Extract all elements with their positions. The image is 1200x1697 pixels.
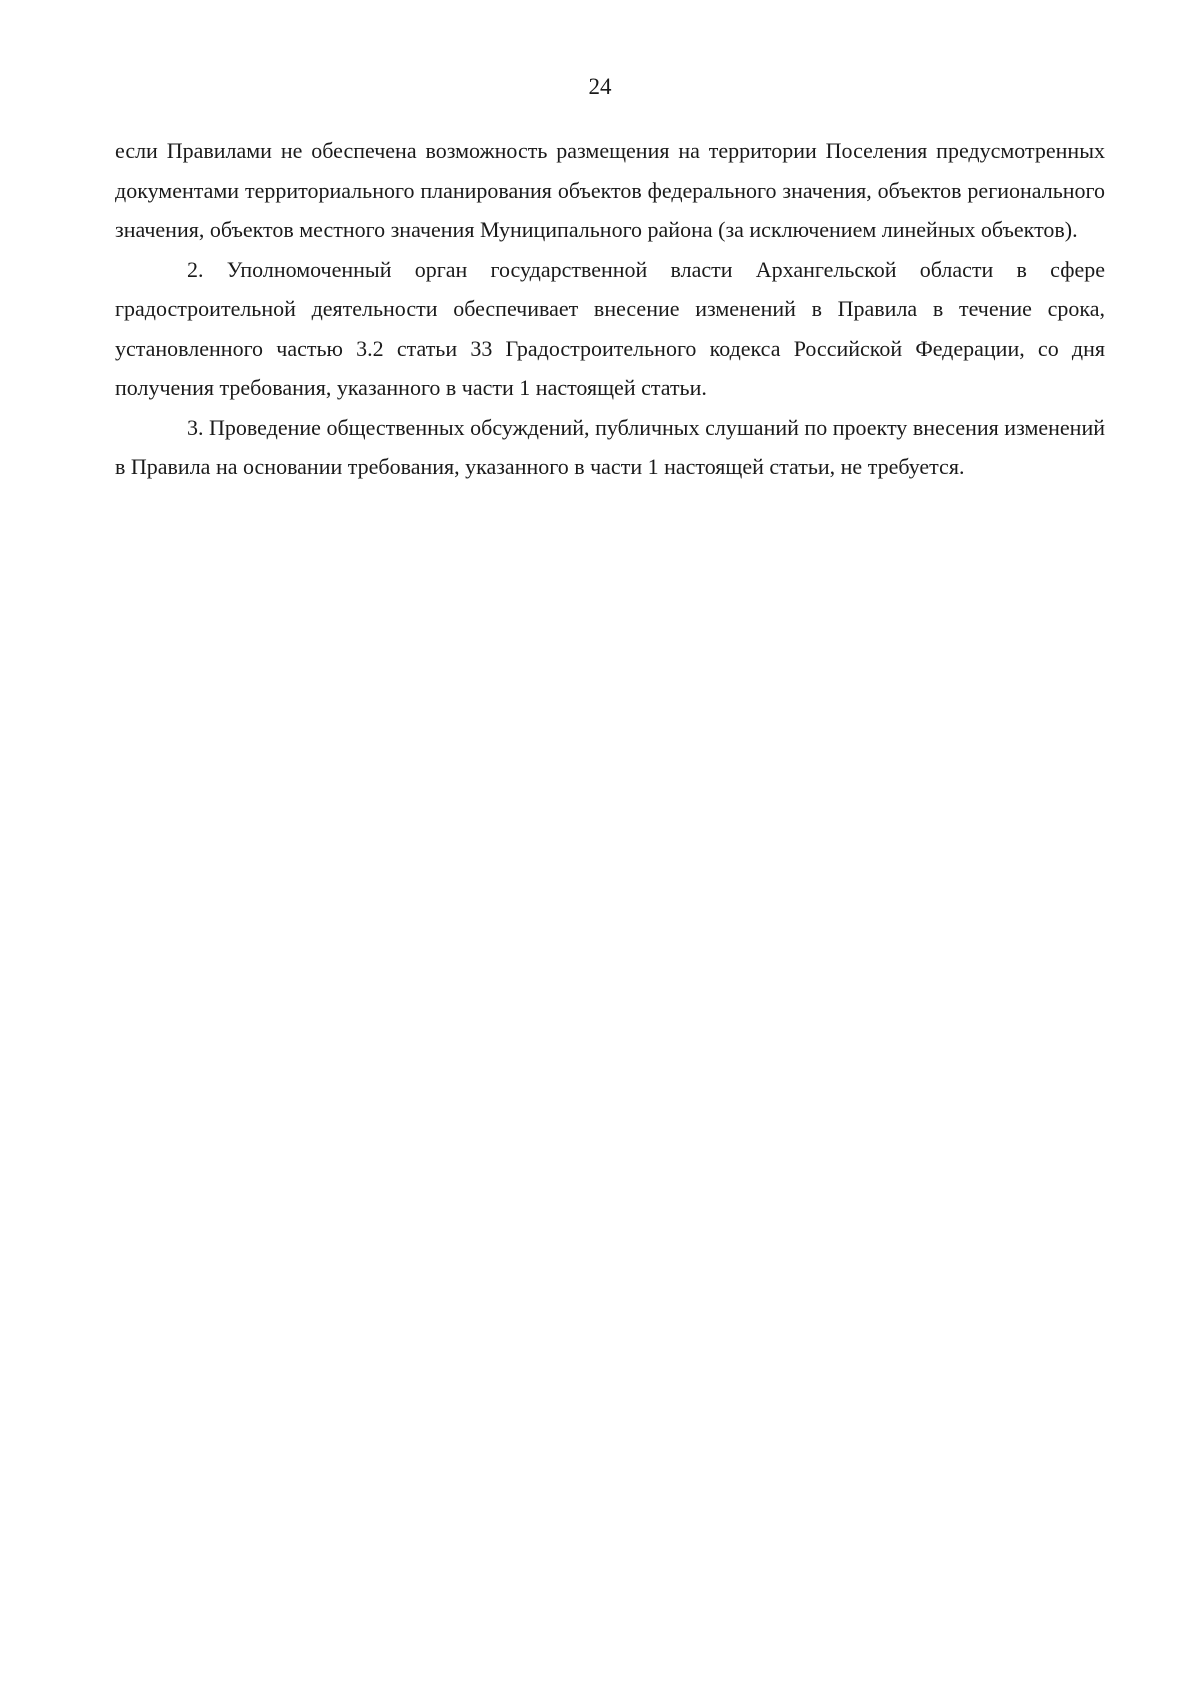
paragraph-item-2: 2. Уполномоченный орган государственной власти Архангельской области в сфере градостроительной деятельности обеспечивает внесение изменений в Правила в течение срока, установленного частью 3.2 статьи 33 Градостроительного кодекса Российской Федерации, со дня получения требования, указанного в части 1 настоящей статьи. xyxy=(115,256,1105,400)
paragraph-item-3: 3. Проведение общественных обсуждений, публичных слушаний по проекту внесения изменений в Правила на основании требования, указанного в части 1 настоящей статьи, не требуется. xyxy=(115,414,1105,479)
paragraph-continuation: если Правилами не обеспечена возможность размещения на территории Поселения предусмотренных документами территориального планирования объектов федерального значения, объектов регионального значения, объектов местного значения Муниципального района (за исключением линейных объектов). xyxy=(115,138,1105,242)
document-body xyxy=(115,131,1105,487)
page-number: 24 xyxy=(588,74,612,99)
